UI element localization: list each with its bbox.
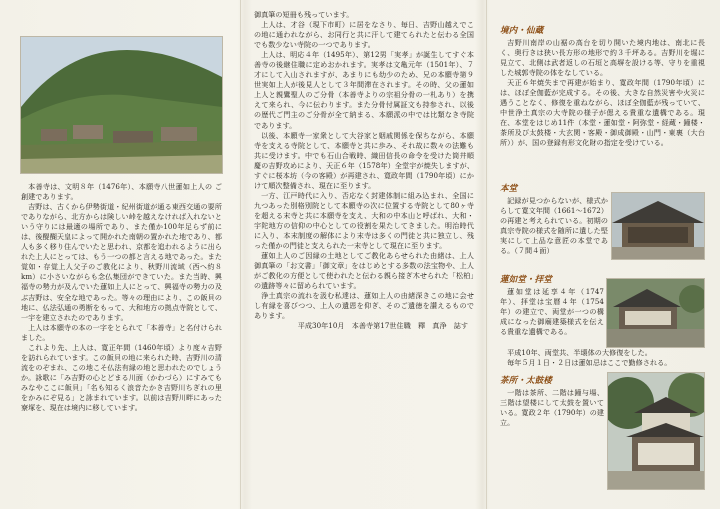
history-paragraph-2: 上人は、才谷（現下市町）に居をなさり、毎日、吉野山越えでこの地に通われながら、お同行と共に汗して建てられたと伝わる全国でも数少ない寺院の一つであります。 [254,20,474,50]
panel-3-top-text [500,26,705,149]
intro-paragraph-4: これより先、上人は、寛正年間（1460年頃）より度々吉野を訪れられています。この飯貝の地に来られた時、吉野川の清流をのぞまれ、この地こそ仏法有縁の地と思われたのでしょうか。詠歌に「み吉野の心とどまる川面（かわづら）にすみてもみなやここに飯貝」「名も知るく浪音たかき吉野川ちぎれの里をかみにぞ見る」と詠まれています。以前は吉野川畔にあった寮塚を、現在は境内に移しています。 [21,342,222,413]
intro-paragraph-2: 吉野は、古くから伊勢街道・紀州街道が通る東西交通の要所でありながら、北方からは険しい峠を越えなければ入れないという守りには最適の場所であり、また僅か100年足らず前には、後醍醐天皇によって開かれた南朝の置かれた地であり、都人も多く移り住んでいたと思われ、京都を追われるように出られた上人にとっては、もう一つの都と言える地であった。また覚如・存覚上人父子のご教化により、秋野川流域（西へ約８km）に小さいながらも念仏集団ができていた。また当時、興福寺の勢力が及んでいた蓮如上人にとって、興福寺の勢力の及ぶ吉野は、安全な地であった。等々の理由により、この飯貝の地に、仏法弘通の勇断をもって、大和地方の拠点寺院として、一宇を建立されたのであります。 [21,202,222,322]
history-paragraph-7: 浄土真宗の流れを汲む私達は、蓮如上人の由緒深きこの地に会せし有縁を喜びつつ、上人の遺恩を仰ぎ、そのご遺徳を讃えるものであります。 [254,291,474,321]
section-heading-main-hall: 本堂 [500,184,518,194]
rennyo-hall-paragraph-3: 毎年５月１日・２日は蓮如忌はここで勤修される。 [507,358,672,368]
rennyo-hall-paragraph-1: 蓮如堂は延享４年（1747年）、拝堂は宝暦４年（1754年）の建立で、両堂が一つの構成になった御廟建築様式を伝える貴重な遺構である。 [500,287,604,337]
panel-2-text [254,10,474,332]
drum-tower-paragraph: 一階は茶所、二階は鐘与場、三階は望楼にして太鼓を置いている。寛政２年（1790年）の建立。 [500,388,604,428]
fold-line-1 [240,0,241,509]
main-hall-paragraph: 記録が見つからないが、様式からして寛文年間（1661～1672）の再建と考えられている。初期の真宗寺院の様式を随所に遺した堅実にして上品な意匠の本堂である。（７間４面） [500,196,608,256]
history-paragraph-5: 一方、江戸時代に入り、否応なく封建体制に組み込まれ、全国に九つあった別格別院として本願寺の次に位置する寺院として80ヶ寺を超える末寺と共に本願寺を支え、大和の中本山と呼ばれ、大和・宇陀地方の信仰の中心としての役割を果たしてきました。明治時代に入り、本末制度の解体により末寺は多くの門徒と共に独立し、残った僅かの門徒と支えられた一末寺として現在に至ります。 [254,190,474,251]
rennyo-hall-paragraph-2: 平成10年、両堂共、半壊体の大修復をした。 [507,348,652,357]
history-paragraph-6: 蓮如上人のご因縁の土地としてご教化あらせられた由緒は、上人御真筆の「お文書」「御文章」をはじめとする多数の法宝物や、上人がご教化の方便として使われたと伝わる親ら接ぎ木せられた「松柏」の遺跡等々に留められています。 [254,251,474,291]
rennyo-hall-photo [606,278,705,348]
precincts-paragraph-2: 天正６年焼失まで再建が始まり、寛政年間（1790年頃）には、ほぼ全伽藍が完成する。その後、大きな自然災害や火災に遇うことなく、修復を重ねながら、ほぼ全伽藍が残っていて、中世浄土真宗の大寺院の様子が偲える貴重な遺構である。現在、本堂をはじめ11件（本堂・蓮如堂・阿弥堂・経蔵・鐘楼・茶所及び太鼓楼・大玄関・客殿・御成御殿・山門・東裏（大台所））が、国の登録有形文化財の指定を受けている。 [500,78,705,148]
precincts-paragraph-1: 吉野川南岸の山裾の高台を切り開いた境内地は、南北に長く、奥行きは狭い長方形の地形で約３千坪ある。吉野川を堀に見立て、北側は武者返しの石垣と高塀を設ける等、守りを重視した城郭寺院の体をなしている。 [500,38,705,78]
history-paragraph-4: 以後、本願寺一家衆として大谷家と姻戚関係を保ちながら、本願寺を支える寺院として、本願寺と共に歩み、それ故に数々の法難も共に受けます。中でも石山合戦時、織田信長の命令を受けた筒井順慶の吉野攻めにより、天正６年（1578年）全堂宇が焼失しますが、すぐに桜本坊（今の客殿）が再建され、寛政年間（1790年頃）にかけて順次整備され、現在に至ります。 [254,130,474,190]
section-heading-drum-tower: 茶所・太鼓楼 [500,376,552,386]
section-heading-rennyo-hall: 蓮如堂・拝堂 [500,275,552,285]
history-paragraph-1: 御真筆の短冊も残っています。 [254,10,354,19]
main-hall-section [500,184,608,256]
section-heading-precincts: 境内・仙蔵 [500,26,544,36]
history-paragraph-3: 上人は、明応４年（1495年）、第12男「実孝」が誕生してすぐ本善寺の後継住職に定めおかれます。実孝は文亀元年（1501年）、７才にして入山されますが、あまりにも幼少のため、兄の本願寺第９世実如上人が後見人として３年間滞在されます。その時、父の蓮如上人と親鸞聖人のご分骨（本善寺よりの宗祖分骨の一札あり）を携えて来られ、今に伝わります。また分骨付属証文も持参され、以後の歴代ご門主のご分骨が全て納まる、本願派の中では比類なき寺院であります。 [254,50,474,130]
drum-tower-section [500,376,604,428]
fold-line-2 [486,0,487,509]
village-landscape-photo [20,36,223,174]
rennyo-hall-section [500,275,604,337]
rennyo-hall-section-cont [500,348,705,368]
panel-1-text [21,182,222,413]
drum-tower-photo [607,372,705,490]
intro-paragraph-1: 本善寺は、文明８年（1476年）、本願寺八世蓮如上人の ご創建であります。 [21,182,222,202]
signature-line: 平成30年10月 本善寺第17世住職 釋 真浄 誌す [297,321,468,331]
main-hall-photo [611,192,705,260]
intro-paragraph-3: 上人は本願寺の本の一字をとられて「本善寺」と名付けられました。 [21,322,222,342]
